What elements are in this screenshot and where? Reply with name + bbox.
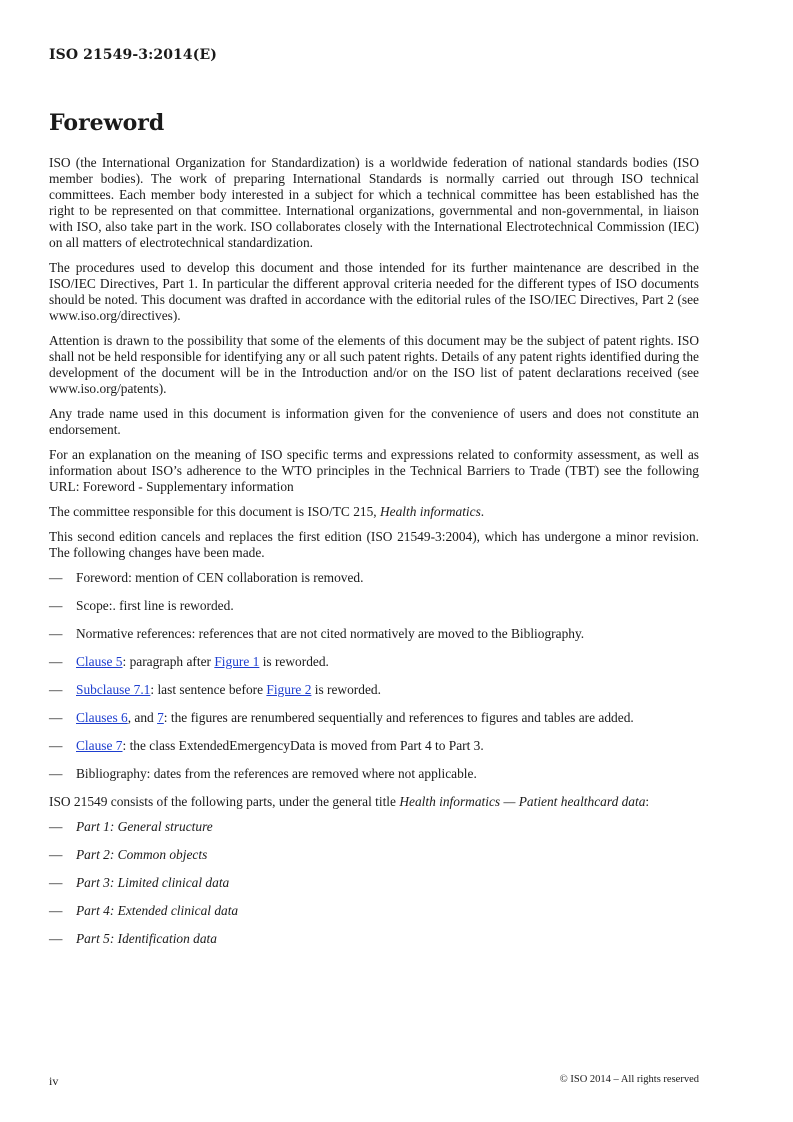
parts-general-title: Health informatics — Patient healthcard data (399, 794, 646, 809)
change-text: : the class ExtendedEmergencyData is moved from Part 4 to Part 3. (122, 738, 484, 753)
list-item (49, 819, 699, 835)
change-text: Scope:. first line is reworded. (76, 598, 234, 613)
clause-7-link[interactable]: 7 (157, 710, 164, 725)
committee-end: . (480, 504, 485, 519)
committee-text: The committee responsible for this document is ISO/TC 215, (49, 504, 380, 519)
list-item (49, 654, 699, 670)
list-item (49, 710, 699, 726)
list-item (49, 847, 699, 863)
paragraph-parts-intro (49, 794, 699, 810)
paragraph-committee (49, 504, 699, 520)
paragraph-patent-rights: Attention is drawn to the possibility that some of the elements of this document may be the subject of patent rights. ISO shall not be held responsible for identifying any or all such patent rights. Details of any patent rights identified during the development of the document will be in the Introduction and/or on the ISO list of patent declarations received (see www.iso.org/patents). (49, 333, 699, 396)
paragraph-procedures: The procedures used to develop this document and those intended for its further maintenance are described in the ISO/IEC Directives, Part 1. In particular the different approval criteria needed for the different types of ISO documents should be noted. This document was drafted in accordance with the editorial rules of the ISO/IEC Directives, Part 2 (see www.iso.org/directives). (49, 260, 699, 323)
part-title: Part 5: Identification data (76, 931, 217, 946)
list-item (49, 626, 699, 642)
page-number: iv (49, 1074, 59, 1088)
list-item (49, 682, 699, 698)
part-title: Part 1: General structure (76, 819, 213, 834)
part-title: Part 2: Common objects (76, 847, 208, 862)
dash-mark: — (49, 819, 63, 834)
copyright-notice: © ISO 2014 – All rights reserved (559, 1074, 699, 1085)
dash-mark: — (49, 766, 63, 781)
dash-mark: — (49, 570, 63, 585)
list-item (49, 738, 699, 754)
dash-mark: — (49, 738, 63, 753)
part-title: Part 4: Extended clinical data (76, 903, 239, 918)
subclause-7-1-link[interactable]: Subclause 7.1 (76, 682, 151, 697)
figure-1-link[interactable]: Figure 1 (214, 654, 260, 669)
paragraph-conformity: For an explanation on the meaning of ISO specific terms and expressions related to conformity assessment, as well as information about ISO’s adherence to the WTO principles in the Technical Barriers to Trade (TBT) see the following URL: Foreword - Supplementary information (49, 447, 699, 494)
list-item (49, 766, 699, 782)
change-text: : last sentence before (150, 682, 267, 697)
list-item (49, 598, 699, 614)
list-item (49, 903, 699, 919)
foreword-body (49, 155, 699, 959)
clause-7-link[interactable]: Clause 7 (76, 738, 123, 753)
change-text: : paragraph after (122, 654, 215, 669)
document-id-header: ISO 21549-3:2014(E) (49, 47, 217, 63)
paragraph-trade-name: Any trade name used in this document is information given for the convenience of users and does not constitute an endorsement. (49, 406, 699, 437)
paragraph-iso-intro: ISO (the International Organization for Standardization) is a worldwide federation of national standards bodies (ISO member bodies). The work of preparing International Standards is normally carried out through ISO technical committees. Each member body interested in a subject for which a technical committee has been established has the right to be represented on that committee. International organizations, governmental and non-governmental, in liaison with ISO, also take part in the work. ISO collaborates closely with the International Electrotechnical Commission (IEC) on all matters of electrotechnical standardization. (49, 155, 699, 250)
dash-mark: — (49, 654, 63, 669)
dash-mark: — (49, 931, 63, 946)
parts-list (49, 819, 699, 947)
list-item (49, 570, 699, 586)
change-text: Normative references: references that are not cited normatively are moved to the Bibliography. (76, 626, 585, 641)
dash-mark: — (49, 598, 63, 613)
dash-mark: — (49, 682, 63, 697)
committee-name: Health informatics (380, 504, 481, 519)
clause-5-link[interactable]: Clause 5 (76, 654, 123, 669)
page-title: Foreword (49, 110, 165, 136)
change-text: : the figures are renumbered sequentially and references to figures and tables are added. (163, 710, 634, 725)
change-text: is reworded. (259, 654, 329, 669)
parts-intro-end: : (645, 794, 650, 809)
clauses-6-link[interactable]: Clauses 6 (76, 710, 128, 725)
dash-mark: — (49, 903, 63, 918)
figure-2-link[interactable]: Figure 2 (266, 682, 312, 697)
dash-mark: — (49, 626, 63, 641)
change-text: , and (127, 710, 158, 725)
parts-intro-text: ISO 21549 consists of the following parts, under the general title (49, 794, 400, 809)
change-text: Bibliography: dates from the references are removed where not applicable. (76, 766, 477, 781)
dash-mark: — (49, 875, 63, 890)
change-text: is reworded. (311, 682, 381, 697)
paragraph-edition: This second edition cancels and replaces the first edition (ISO 21549-3:2004), which has undergone a minor revision. The following changes have been made. (49, 529, 699, 560)
part-title: Part 3: Limited clinical data (76, 875, 230, 890)
change-text: Foreword: mention of CEN collaboration is removed. (76, 570, 364, 585)
dash-mark: — (49, 847, 63, 862)
dash-mark: — (49, 710, 63, 725)
list-item (49, 931, 699, 947)
list-item (49, 875, 699, 891)
